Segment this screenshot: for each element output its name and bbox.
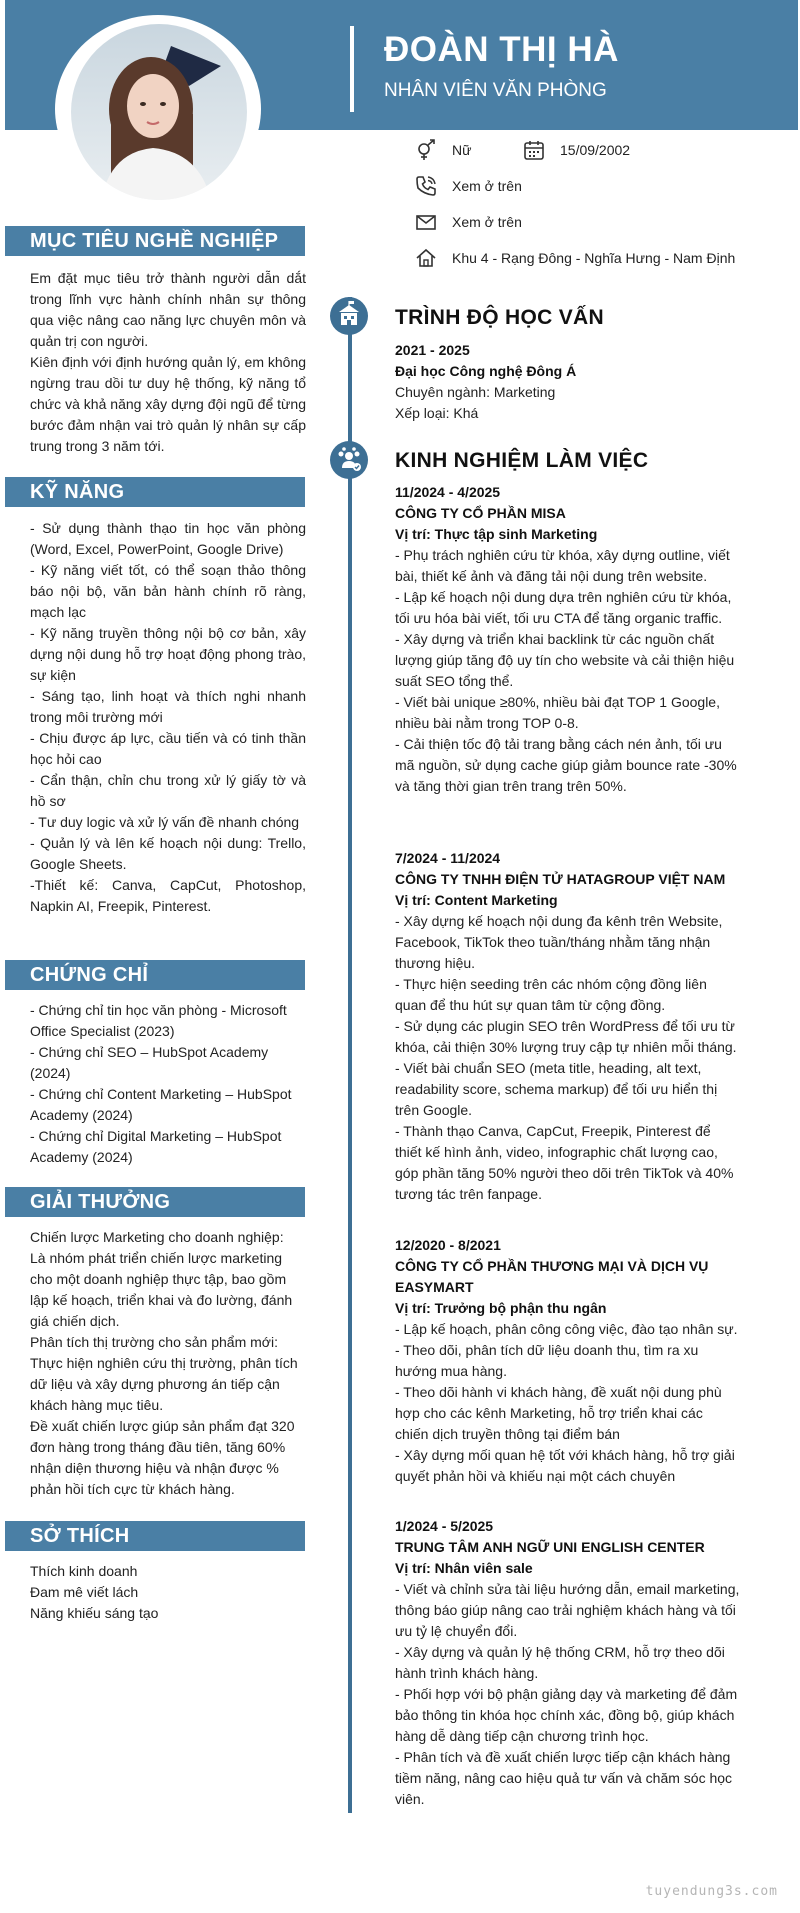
objective-paragraph: Em đặt mục tiêu trở thành người dẫn dắt trong lĩnh vực hành chính nhân sự thông qua việc nâng cao năng lực chuyên môn và quản trị con người.	[30, 270, 306, 349]
job-duty: - Cải thiện tốc độ tải trang bằng cách nén ảnh, tối ưu mã nguồn, sử dụng cache giúp giảm bounce rate -30% và tăng thời gian trên trang trên 50%.	[395, 736, 737, 794]
job-duty: - Sử dụng các plugin SEO trên WordPress để tối ưu từ khóa, cải thiện 30% lượng truy cập tự nhiên mỗi tháng.	[395, 1018, 737, 1055]
objective-title: MỤC TIÊU NGHỀ NGHIỆP	[30, 230, 279, 252]
job-period: 7/2024 - 11/2024	[395, 850, 501, 866]
job-company: CÔNG TY CỔ PHẦN THƯƠNG MẠI VÀ DỊCH VỤ EASYMART	[395, 1258, 709, 1295]
skill-item: - Sáng tạo, linh hoạt và thích nghi nhanh trong môi trường mới	[30, 688, 306, 725]
job-entry	[395, 848, 740, 1205]
home-icon	[414, 246, 438, 270]
email-value: Xem ở trên	[452, 214, 522, 230]
award-item: Thực hiện nghiên cứu thị trường, phân tích dữ liệu và xây dựng phương án tiếp cận khách hàng mục tiêu.	[30, 1355, 298, 1413]
skill-item: - Sử dụng thành thạo tin học văn phòng (Word, Excel, PowerPoint, Google Drive)	[30, 520, 306, 557]
skill-item: - Tư duy logic và xử lý vấn đề nhanh chóng	[30, 814, 300, 830]
job-duty: - Lập kế hoạch, phân công công việc, đào tạo nhân sự.	[395, 1321, 738, 1337]
skill-item: - Quản lý và lên kế hoạch nội dung: Trello, Google Sheets.	[30, 835, 306, 872]
job-duty: - Lập kế hoạch nội dung dựa trên nghiên cứu từ khóa, tối ưu hóa bài viết, tối ưu CTA để tăng organic traffic.	[395, 589, 732, 626]
team-icon	[330, 441, 368, 479]
job-entry	[395, 1235, 740, 1487]
skill-item: - Kỹ năng viết tốt, có thể soạn thảo thông báo nội bộ, văn bản hành chính rõ ràng, mạch lạc	[30, 562, 306, 620]
job-duty: - Viết và chỉnh sửa tài liệu hướng dẫn, email marketing, thông báo giúp nâng cao trải nghiệm khách hàng và tối ưu tỷ lệ chuyển đổi.	[395, 1581, 740, 1639]
skill-item: - Kỹ năng truyền thông nội bộ cơ bản, xây dựng nội dung hỗ trợ hoạt động phong trào, sự kiện	[30, 625, 306, 683]
objective-paragraph: Kiên định với định hướng quản lý, em không ngừng trau dồi tư duy hệ thống, kỹ năng tổ chức và khả năng xây dựng đội ngũ để từng bước đảm nhận vai trò quản lý nhân sự cấp trung trong 3 năm tới.	[30, 354, 307, 454]
award-item: Chiến lược Marketing cho doanh nghiệp:	[30, 1229, 284, 1245]
job-duty: - Phân tích và đề xuất chiến lược tiếp cận khách hàng tiềm năng, nâng cao hiệu quả tư vấn và chăm sóc học viên.	[395, 1749, 733, 1807]
job-duty: - Viết bài unique ≥80%, nhiều bài đạt TOP 1 Google, nhiều bài nằm trong TOP 0-8.	[395, 694, 720, 731]
education-title: TRÌNH ĐỘ HỌC VẤN	[395, 306, 604, 329]
skill-item: - Cẩn thận, chỉn chu trong xử lý giấy tờ và hồ sơ	[30, 772, 306, 809]
job-entry	[395, 1516, 740, 1810]
dob-value: 15/09/2002	[560, 142, 631, 158]
job-duty: - Xây dựng và triển khai backlink từ các nguồn chất lượng giúp tăng độ uy tín cho website và cải thiện hiệu suất SEO tổng thể.	[395, 631, 735, 689]
job-company: CÔNG TY TNHH ĐIỆN TỬ HATAGROUP VIỆT NAM	[395, 871, 726, 887]
hobbies-title: SỞ THÍCH	[30, 1525, 130, 1547]
contact-info	[414, 138, 774, 278]
job-duty: - Phối hợp với bộ phận giảng dạy và marketing để đảm bảo thông tin khóa học chính xác, đồng bộ, giúp khách hàng dễ dàng tiếp cận chương trình học.	[395, 1686, 738, 1744]
awards-title: GIẢI THƯỞNG	[30, 1191, 171, 1213]
job-duty: - Thành thạo Canva, CapCut, Freepik, Pinterest để thiết kế hình ảnh, video, infographic chất lượng cao, góp phần tăng 50% người theo dõi trên TikTok và 40% tương tác trên fanpage.	[395, 1123, 734, 1202]
contact-email	[414, 210, 522, 234]
job-duty: - Xây dựng và quản lý hệ thống CRM, hỗ trợ theo dõi hành trình khách hàng.	[395, 1644, 725, 1681]
contact-dob	[522, 138, 630, 162]
contact-phone	[414, 174, 522, 198]
watermark: tuyendung3s.com	[645, 1884, 778, 1899]
hobby-item: Năng khiếu sáng tạo	[30, 1605, 159, 1621]
job-period: 12/2020 - 8/2021	[395, 1237, 501, 1253]
hobbies-list	[30, 1561, 306, 1624]
skill-item: -Thiết kế: Canva, CapCut, Photoshop, Napkin AI, Freepik, Pinterest.	[30, 877, 306, 914]
education-major: Chuyên ngành: Marketing	[395, 384, 556, 400]
job-role: Vị trí: Nhân viên sale	[395, 1560, 533, 1576]
avatar-photo-icon	[71, 24, 247, 200]
job-role: Vị trí: Trưởng bộ phận thu ngân	[395, 1300, 607, 1316]
job-duty: - Phụ trách nghiên cứu từ khóa, xây dựng outline, viết bài, thiết kế ảnh và đăng tải nội dung trên website.	[395, 547, 730, 584]
job-role: Vị trí: Thực tập sinh Marketing	[395, 526, 598, 542]
award-item: Phân tích thị trường cho sản phẩm mới:	[30, 1334, 278, 1350]
experience-title: KINH NGHIỆM LÀM VIỆC	[395, 449, 649, 472]
school-icon	[330, 297, 368, 335]
timeline-line	[348, 297, 352, 1813]
experience-timeline-node	[330, 441, 368, 479]
avatar	[71, 24, 247, 200]
address-value: Khu 4 - Rạng Đông - Nghĩa Hưng - Nam Định	[452, 250, 736, 266]
objective-text	[30, 268, 306, 457]
award-item: Đề xuất chiến lược giúp sản phẩm đạt 320 đơn hàng trong tháng đầu tiên, tăng 60% nhận diện thương hiệu và nhận được % phản hồi tích cực từ khách hàng.	[30, 1418, 295, 1497]
header-divider	[350, 26, 354, 112]
job-company: TRUNG TÂM ANH NGỮ UNI ENGLISH CENTER	[395, 1539, 705, 1555]
education-timeline-node	[330, 297, 368, 335]
email-icon	[414, 210, 438, 234]
certificate-item: - Chứng chỉ Digital Marketing – HubSpot Academy (2024)	[30, 1128, 282, 1165]
education-entry	[395, 340, 740, 424]
job-role: Vị trí: Content Marketing	[395, 892, 558, 908]
job-duty: - Thực hiện seeding trên các nhóm cộng đồng liên quan để thu hút sự quan tâm từ cộng đồng.	[395, 976, 707, 1013]
job-period: 1/2024 - 5/2025	[395, 1518, 494, 1534]
skills-title: KỸ NĂNG	[30, 481, 125, 503]
job-company: CÔNG TY CỔ PHẦN MISA	[395, 505, 566, 521]
certificates-list	[30, 1000, 306, 1168]
phone-value: Xem ở trên	[452, 178, 522, 194]
education-period: 2021 - 2025	[395, 342, 470, 358]
job-period: 11/2024 - 4/2025	[395, 484, 501, 500]
education-grade: Xếp loại: Khá	[395, 405, 479, 421]
certificate-item: - Chứng chỉ SEO – HubSpot Academy (2024)	[30, 1044, 269, 1081]
gender-value: Nữ	[452, 142, 472, 158]
job-duty: - Xây dựng kế hoạch nội dung đa kênh trên Website, Facebook, TikTok theo tuần/tháng nhằm tăng nhận thương hiệu.	[395, 913, 723, 971]
certificate-item: - Chứng chỉ Content Marketing – HubSpot Academy (2024)	[30, 1086, 292, 1123]
job-duty: - Theo dõi, phân tích dữ liệu doanh thu, tìm ra xu hướng mua hàng.	[395, 1342, 699, 1379]
candidate-name: ĐOÀN THỊ HÀ	[384, 30, 619, 69]
skills-list	[30, 518, 306, 917]
phone-icon	[414, 174, 438, 198]
hobby-item: Thích kinh doanh	[30, 1563, 138, 1579]
contact-gender	[414, 138, 471, 162]
skill-item: - Chịu được áp lực, cầu tiến và có tinh thần học hỏi cao	[30, 730, 306, 767]
job-duty: - Theo dõi hành vi khách hàng, đề xuất nội dung phù hợp cho các kênh Marketing, hỗ trợ triển khai các chiến dịch truyền thông tại điểm bán	[395, 1384, 722, 1442]
award-item: Là nhóm phát triển chiến lược marketing cho một doanh nghiệp thực tập, bao gồm lập kế hoạch, triển khai và đo lường, đánh giá chiến dịch.	[30, 1250, 293, 1329]
gender-icon	[414, 138, 438, 162]
job-duty: - Xây dựng mối quan hệ tốt với khách hàng, hỗ trợ giải quyết phản hồi và khiếu nại một cách chuyên	[395, 1447, 735, 1484]
hobby-item: Đam mê viết lách	[30, 1584, 139, 1600]
job-duty: - Viết bài chuẩn SEO (meta title, heading, alt text, readability score, schema markup) để tối ưu hiển thị trên Google.	[395, 1060, 718, 1118]
job-entry	[395, 482, 740, 797]
candidate-position: NHÂN VIÊN VĂN PHÒNG	[384, 80, 607, 101]
certificates-title: CHỨNG CHỈ	[30, 964, 149, 986]
contact-address	[414, 246, 735, 270]
certificate-item: - Chứng chỉ tin học văn phòng - Microsoft Office Specialist (2023)	[30, 1002, 287, 1039]
awards-list	[30, 1227, 306, 1500]
education-school: Đại học Công nghệ Đông Á	[395, 363, 577, 379]
calendar-icon	[522, 138, 546, 162]
